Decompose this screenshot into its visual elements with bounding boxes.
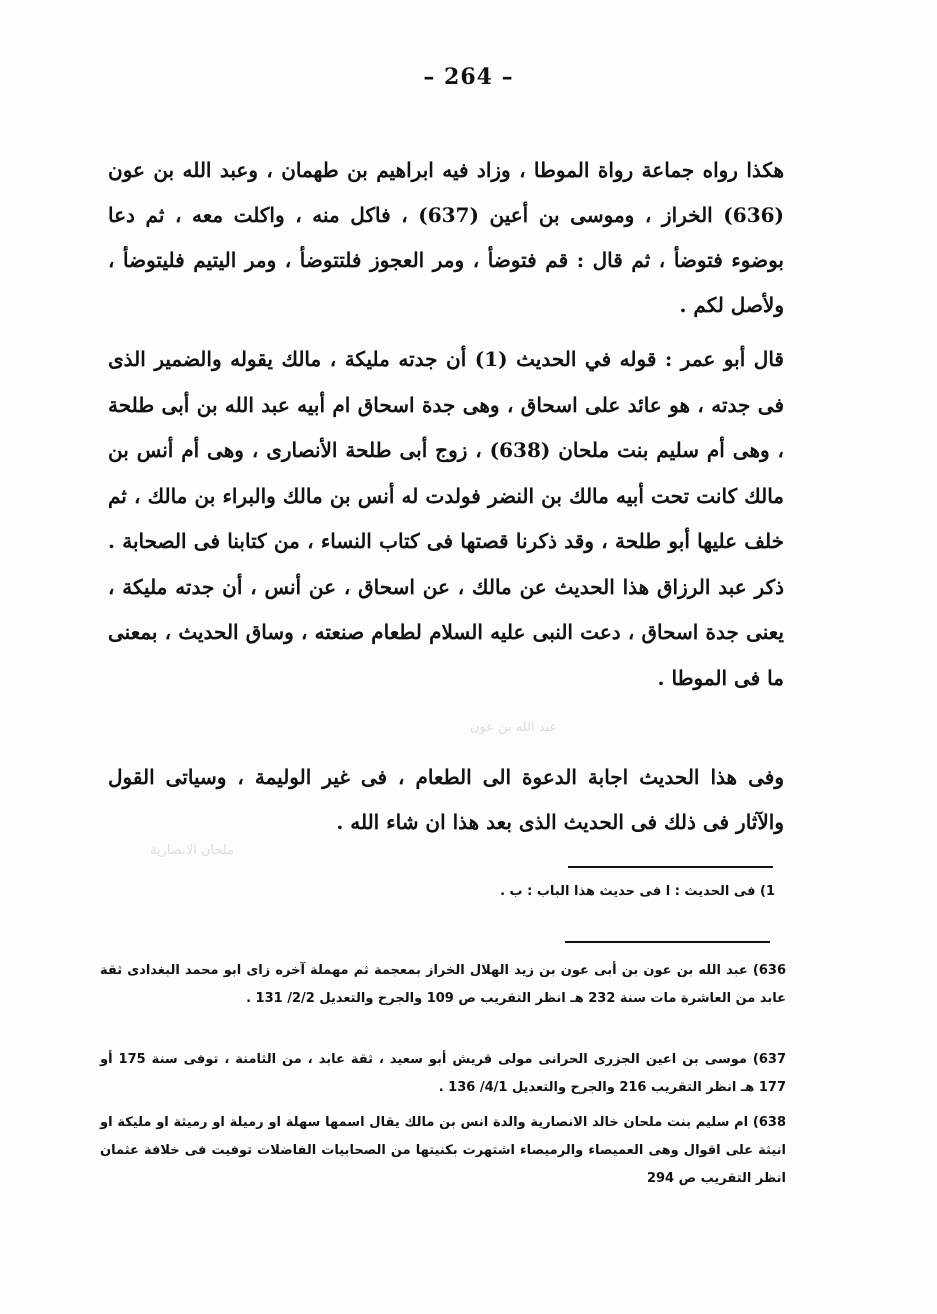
- page-number: – 264 –: [423, 64, 514, 90]
- paragraph-3-text: وفى هذا الحديث اجابة الدعوة الى الطعام ، فى غير الوليمة ، وسياتى القول والآثار فى ذلك فى الحديث الذى بعد هذا ان شاء الله .: [108, 765, 784, 834]
- footnote-637-text: 637) موسى بن اعين الجزرى الحرانى مولى قريش أبو سعيد ، ثقة عابد ، من الثامنة ، توفى سنة 175 أو 177 هـ انظر التقريب 216 والجرح والتعديل 4/1/ 136 .: [100, 1052, 787, 1095]
- paragraph-1: [108, 148, 784, 328]
- footnote-636-text: 636) عبد الله بن عون بن أبى عون بن زيد الهلال الخراز بمعجمة ثم مهملة آخره زاى ابو محمد البغدادى ثقة عابد من العاشرة مات سنة 232 هـ انظر التقريب ص 109 والجرح والتعديل 2/2/ 131 .: [100, 963, 786, 1006]
- footnote-638: [100, 1109, 786, 1193]
- paragraph-2: [108, 337, 784, 701]
- bleed-through-text: عبد الله بن عون: [470, 720, 558, 735]
- footnote-divider-bottom: [565, 941, 770, 943]
- footnote-638-text: 638) ام سليم بنت ملحان خالد الانصارية والدة انس بن مالك يقال اسمها سهلة او رميلة او رميثة او مليكة او انيثة على اقوال وهى العميصاء والرميصاء اشتهرت بكنيتها من الصحابيات الفاضلات توفيت فى خلافة عثمان انظر التقريب ص 294: [100, 1115, 786, 1186]
- bleed-through-text: ملحان الانصارية: [150, 843, 235, 858]
- footnote-637: [100, 1046, 786, 1102]
- paragraph-2-text: قال أبو عمر : قوله في الحديث (1) أن جدته مليكة ، مالك يقوله والضمير الذى فى جدته ، هو عائد على اسحاق ، وهى جدة اسحاق ام أبيه عبد الله بن أبى طلحة ، وهى أم سليم بنت ملحان (638) ، زوج أبى طلحة الأنصارى ، وهى أم أنس بن مالك كانت تحت أبيه مالك بن النضر فولدت له أنس بن مالك والبراء بن مالك ، ثم خلف عليها أبو طلحة ، وقد ذكرنا قصتها فى كتاب النساء ، من كتابنا فى الصحابة . ذكر عبد الرزاق هذا الحديث عن مالك ، عن اسحاق ، عن أنس ، أن جدته مليكة ، يعنى جدة اسحاق ، دعت النبى عليه السلام لطعام صنعته ، وساق الحديث ، بمعنى ما فى الموطا .: [108, 347, 785, 690]
- paragraph-1-text: هكذا رواه جماعة رواة الموطا ، وزاد فيه ابراهيم بن طهمان ، وعبد الله بن عون (636) الخراز ، وموسى بن أعين (637) ، فاكل منه ، واكلت معه ، ثم دعا بوضوء فتوضأ ، ثم قال : قم فتوضأ ، ومر العجوز فلتتوضأ ، ومر اليتيم فليتوضأ ، ولأصل لكم .: [108, 158, 784, 317]
- variant-footnote: 1) فى الحديث : ا فى حديث هذا الباب : ب .: [500, 884, 775, 899]
- paragraph-3: [108, 755, 784, 845]
- footnote-636: [100, 957, 786, 1013]
- footnote-divider-top: [568, 866, 773, 868]
